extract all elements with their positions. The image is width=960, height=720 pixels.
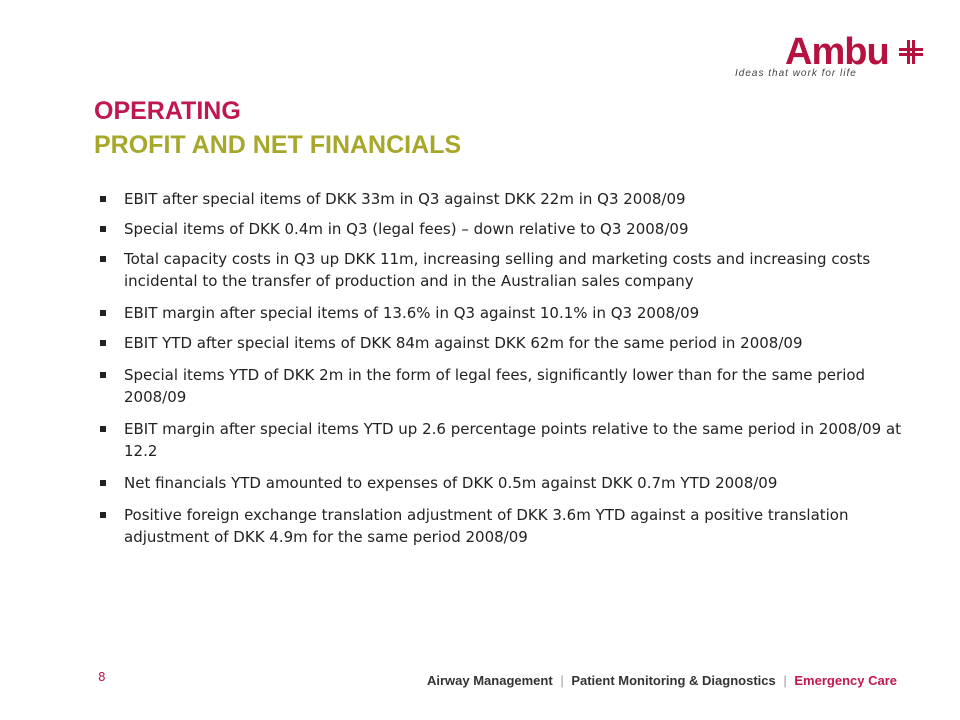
- bullet-square-icon: [100, 480, 106, 486]
- list-item: [98, 364, 908, 408]
- bullet-list: [98, 188, 908, 558]
- bullet-text: Net financials YTD amounted to expenses of DKK 0.5m against DKK 0.7m YTD 2008/09: [124, 474, 778, 492]
- bullet-square-icon: [100, 310, 106, 316]
- footer-emergency-care: Emergency Care: [794, 673, 897, 688]
- list-item: [98, 332, 908, 354]
- bullet-text: EBIT margin after special items YTD up 2.6 percentage points relative to the same period in 2008/09 at 12.2: [124, 420, 902, 460]
- page-number: 8: [98, 670, 106, 684]
- footer-segments: [427, 673, 897, 688]
- list-item: [98, 302, 908, 324]
- bullet-text: EBIT after special items of DKK 33m in Q3 against DKK 22m in Q3 2008/09: [124, 190, 686, 208]
- list-item: [98, 472, 908, 494]
- bullet-square-icon: [100, 512, 106, 518]
- bullet-square-icon: [100, 426, 106, 432]
- bullet-square-icon: [100, 226, 106, 232]
- bullet-text: EBIT YTD after special items of DKK 84m against DKK 62m for the same period in 2008/09: [124, 334, 803, 352]
- list-item: [98, 418, 908, 462]
- logo-tagline: Ideas that work for life: [735, 68, 857, 79]
- bullet-text: Special items YTD of DKK 2m in the form of legal fees, significantly lower than for the same period 2008/09: [124, 366, 866, 406]
- bullet-text: EBIT margin after special items of 13.6% in Q3 against 10.1% in Q3 2008/09: [124, 304, 700, 322]
- footer-airway-management: Airway Management: [426, 673, 553, 688]
- bullet-text: Special items of DKK 0.4m in Q3 (legal fees) – down relative to Q3 2008/09: [124, 220, 689, 238]
- title-line-2: PROFIT AND NET FINANCIALS: [94, 131, 462, 159]
- list-item: [98, 504, 908, 548]
- footer-separator: |: [560, 673, 564, 688]
- bullet-square-icon: [100, 340, 106, 346]
- footer-patient-monitoring: Patient Monitoring & Diagnostics: [571, 673, 776, 688]
- list-item: [98, 218, 908, 240]
- bullet-text: Total capacity costs in Q3 up DKK 11m, increasing selling and marketing costs and increasing costs incidental to the transfer of production and in the Australian sales company: [124, 250, 871, 290]
- bullet-square-icon: [100, 196, 106, 202]
- bullet-square-icon: [100, 256, 106, 262]
- logo-cross-icon: [897, 38, 925, 66]
- logo-wordmark: Ambu: [785, 31, 889, 73]
- page-title: [94, 94, 461, 162]
- bullet-square-icon: [100, 372, 106, 378]
- list-item: [98, 248, 908, 292]
- ambu-logo: [725, 30, 925, 80]
- title-line-1: OPERATING: [94, 97, 241, 125]
- bullet-text: Positive foreign exchange translation adjustment of DKK 3.6m YTD against a positive translation adjustment of DKK 4.9m for the same period 2008/09: [124, 506, 849, 546]
- list-item: [98, 188, 908, 210]
- footer-separator: |: [783, 673, 787, 688]
